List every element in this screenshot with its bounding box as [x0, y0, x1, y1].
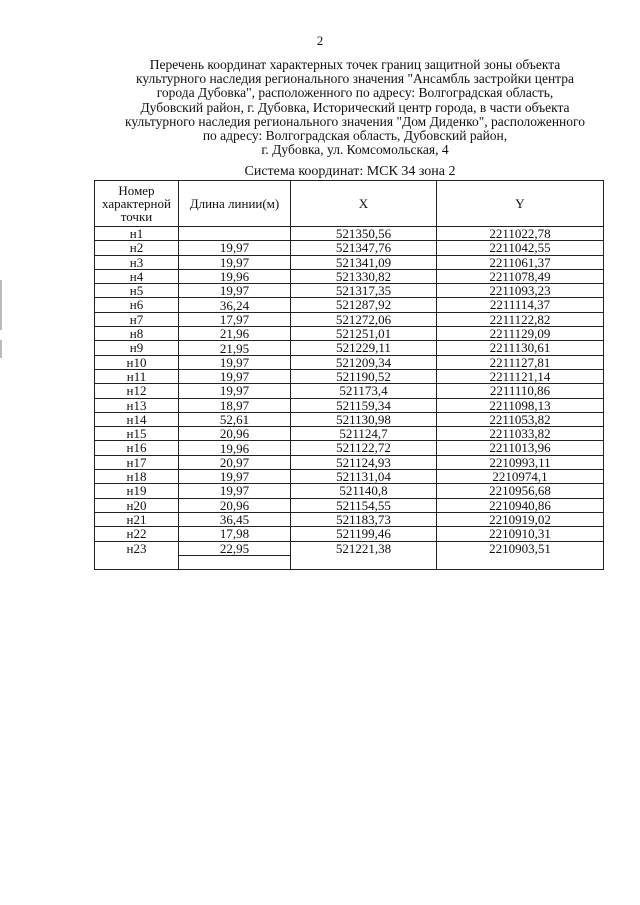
y-coordinate-cell: 2211098,13	[437, 398, 604, 412]
x-coordinate-cell: 521229,11	[291, 341, 437, 355]
table-row	[95, 255, 604, 269]
y-coordinate-cell: 2211127,81	[437, 355, 604, 369]
line-length-cell: 19,97	[179, 355, 291, 369]
x-coordinate-cell: 521131,04	[291, 470, 437, 484]
point-number-cell: н8	[95, 327, 179, 341]
y-coordinate-cell: 2211078,49	[437, 269, 604, 283]
line-length-cell: 17,98	[179, 527, 291, 541]
table-row	[95, 498, 604, 512]
x-coordinate-cell: 521330,82	[291, 269, 437, 283]
y-coordinate-cell: 2210956,68	[437, 484, 604, 498]
y-coordinate-cell: 2210940,86	[437, 498, 604, 512]
x-coordinate-cell: 521183,73	[291, 512, 437, 526]
coordinate-system-label: Система координат: МСК 34 зона 2	[244, 164, 456, 179]
point-number-cell: н9	[95, 341, 179, 355]
line-length-cell: 19,97	[179, 369, 291, 383]
x-coordinate-cell: 521199,46	[291, 527, 437, 541]
line-length-cell	[179, 555, 291, 569]
point-number-cell: н20	[95, 498, 179, 512]
scan-margin-mark	[0, 340, 2, 358]
table-row	[95, 412, 604, 426]
y-coordinate-cell: 2211114,37	[437, 298, 604, 312]
point-number-cell: н5	[95, 284, 179, 298]
point-number-cell: н4	[95, 269, 179, 283]
y-coordinate-cell: 2211129,09	[437, 327, 604, 341]
header-x: X	[291, 181, 437, 227]
x-coordinate-cell: 521347,76	[291, 241, 437, 255]
point-number-cell: н19	[95, 484, 179, 498]
title-line: г. Дубовка, ул. Комсомольская, 4	[261, 142, 449, 158]
y-coordinate-cell: 2210974,1	[437, 470, 604, 484]
point-number-cell: н22	[95, 527, 179, 541]
y-coordinate-cell: 2210903,51	[437, 541, 604, 570]
table-row	[95, 355, 604, 369]
point-number-cell: н18	[95, 470, 179, 484]
table-row	[95, 541, 604, 555]
point-number-cell: н2	[95, 241, 179, 255]
header-y: Y	[437, 181, 604, 227]
y-coordinate-cell: 2211033,82	[437, 427, 604, 441]
table-header-row	[95, 181, 604, 227]
point-number-cell: н13	[95, 398, 179, 412]
point-number-cell: н16	[95, 441, 179, 455]
table-row	[95, 269, 604, 283]
point-number-cell: н7	[95, 312, 179, 326]
y-coordinate-cell: 2211053,82	[437, 412, 604, 426]
line-length-cell: 20,97	[179, 455, 291, 469]
line-length-cell: 18,97	[179, 398, 291, 412]
y-coordinate-cell: 2210919,02	[437, 512, 604, 526]
line-length-cell: 17,97	[179, 312, 291, 326]
point-number-cell: н10	[95, 355, 179, 369]
line-length-cell: 22,95	[179, 541, 291, 555]
line-length-cell: 19,97	[179, 241, 291, 255]
y-coordinate-cell: 2210910,31	[437, 527, 604, 541]
y-coordinate-cell: 2211130,61	[437, 341, 604, 355]
point-number-cell: н6	[95, 298, 179, 312]
x-coordinate-cell: 521190,52	[291, 369, 437, 383]
point-number-cell: н17	[95, 455, 179, 469]
x-coordinate-cell: 521209,34	[291, 355, 437, 369]
title-line: культурного наследия регионального значения "Ансамбль застройки центра	[136, 71, 574, 87]
table-row	[95, 484, 604, 498]
table-row	[95, 455, 604, 469]
table-row	[95, 341, 604, 355]
y-coordinate-cell: 2211110,86	[437, 384, 604, 398]
header-point-number: Номер характерной точки	[95, 181, 179, 227]
table-row	[95, 398, 604, 412]
table-row	[95, 527, 604, 541]
point-number-cell: н11	[95, 369, 179, 383]
line-length-cell: 21,95	[179, 341, 291, 355]
line-length-cell: 36,24	[179, 298, 291, 312]
line-length-cell: 19,97	[179, 484, 291, 498]
line-length-cell: 36,45	[179, 512, 291, 526]
table-row	[95, 284, 604, 298]
point-number-cell: н3	[95, 255, 179, 269]
x-coordinate-cell: 521124,93	[291, 455, 437, 469]
scan-margin-mark	[0, 280, 2, 330]
title-line: города Дубовка", расположенного по адресу: Волгоградская область,	[156, 85, 554, 101]
y-coordinate-cell: 2211013,96	[437, 441, 604, 455]
line-length-cell: 21,96	[179, 327, 291, 341]
line-length-cell: 19,96	[179, 269, 291, 283]
table-row	[95, 384, 604, 398]
header-line-length: Длина линии(м)	[179, 181, 291, 227]
x-coordinate-cell: 521130,98	[291, 412, 437, 426]
x-coordinate-cell: 521287,92	[291, 298, 437, 312]
x-coordinate-cell: 521124,7	[291, 427, 437, 441]
line-length-cell: 19,97	[179, 470, 291, 484]
table-row	[95, 470, 604, 484]
table-row	[95, 227, 604, 241]
line-length-cell: 19,97	[179, 255, 291, 269]
title-line: Перечень координат характерных точек границ защитной зоны объекта	[149, 57, 561, 72]
x-coordinate-cell: 521251,01	[291, 327, 437, 341]
table-row	[95, 427, 604, 441]
x-coordinate-cell: 521350,56	[291, 227, 437, 241]
point-number-cell: н14	[95, 412, 179, 426]
coordinates-table	[94, 180, 604, 570]
y-coordinate-cell: 2211093,23	[437, 284, 604, 298]
table-row	[95, 512, 604, 526]
x-coordinate-cell: 521317,35	[291, 284, 437, 298]
document-title	[90, 58, 620, 157]
page-number: 2	[316, 33, 324, 48]
x-coordinate-cell: 521272,06	[291, 312, 437, 326]
line-length-cell: 52,61	[179, 412, 291, 426]
line-length-cell: 20,96	[179, 427, 291, 441]
coordinates-table-body	[95, 227, 604, 570]
y-coordinate-cell: 2211121,14	[437, 369, 604, 383]
title-line: культурного наследия регионального значения "Дом Диденко", расположенного	[125, 113, 585, 129]
y-coordinate-cell: 2211061,37	[437, 255, 604, 269]
y-coordinate-cell: 2211122,82	[437, 312, 604, 326]
title-line: Дубовский район, г. Дубовка, Исторический центр города, в части объекта	[140, 99, 570, 115]
y-coordinate-cell: 2211042,55	[437, 241, 604, 255]
point-number-cell: н15	[95, 427, 179, 441]
table-row	[95, 312, 604, 326]
point-number-cell: н21	[95, 512, 179, 526]
table-row	[95, 241, 604, 255]
line-length-cell: 19,96	[179, 441, 291, 455]
x-coordinate-cell: 521122,72	[291, 441, 437, 455]
y-coordinate-cell: 2210993,11	[437, 455, 604, 469]
y-coordinate-cell: 2211022,78	[437, 227, 604, 241]
table-row	[95, 369, 604, 383]
x-coordinate-cell: 521341,09	[291, 255, 437, 269]
title-line: по адресу: Волгоградская область, Дубовский район,	[202, 128, 508, 144]
line-length-cell: 19,97	[179, 384, 291, 398]
x-coordinate-cell: 521159,34	[291, 398, 437, 412]
point-number-cell: н1	[95, 227, 179, 241]
table-row	[95, 298, 604, 312]
point-number-cell: н23	[95, 541, 179, 570]
x-coordinate-cell: 521221,38	[291, 541, 437, 570]
point-number-cell: н12	[95, 384, 179, 398]
line-length-cell: 19,97	[179, 284, 291, 298]
x-coordinate-cell: 521154,55	[291, 498, 437, 512]
x-coordinate-cell: 521173,4	[291, 384, 437, 398]
table-row	[95, 441, 604, 455]
table-row	[95, 327, 604, 341]
x-coordinate-cell: 521140,8	[291, 484, 437, 498]
line-length-cell: 20,96	[179, 498, 291, 512]
line-length-cell	[179, 227, 291, 241]
